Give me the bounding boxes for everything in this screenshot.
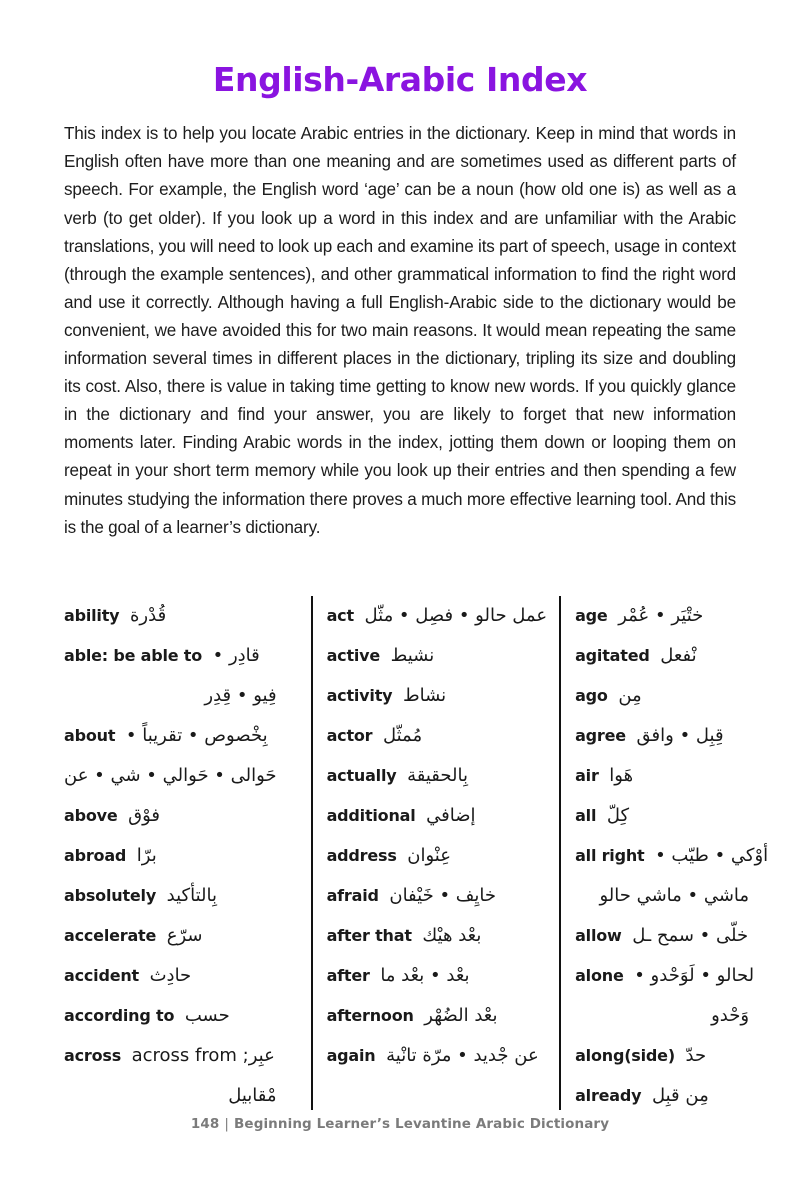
entry-english-term: able: be able to bbox=[64, 646, 203, 665]
entry-arabic-translation: نفعل bbox=[660, 645, 697, 666]
entry-arabic-translation: نشاط bbox=[402, 685, 447, 706]
index-entry-continuation bbox=[64, 676, 299, 716]
index-entry-continuation bbox=[64, 1076, 299, 1116]
index-entry bbox=[64, 956, 299, 996]
entry-english-term: absolutely bbox=[64, 886, 157, 905]
entry-english-term: air bbox=[575, 766, 599, 785]
index-entry bbox=[64, 836, 299, 876]
index-entry bbox=[64, 636, 299, 676]
entry-english-term: according to bbox=[64, 1006, 175, 1025]
index-entry bbox=[575, 596, 771, 636]
index-entry bbox=[327, 676, 548, 716]
entry-english-term: afraid bbox=[326, 886, 379, 905]
index-entry bbox=[64, 996, 299, 1036]
entry-arabic-translation: سرع bbox=[166, 925, 203, 946]
entry-english-term: alone bbox=[575, 966, 624, 985]
entry-arabic-translation: من قبل bbox=[651, 1085, 709, 1106]
entry-arabic-translation: فوق bbox=[128, 805, 160, 826]
entry-arabic-translation: خلى • سمح ـل bbox=[632, 925, 749, 946]
entry-english-term: abroad bbox=[64, 846, 127, 865]
entry-english-term: activity bbox=[326, 686, 393, 705]
index-entry bbox=[64, 596, 299, 636]
index-entry bbox=[327, 756, 548, 796]
entry-arabic-translation: قدرة bbox=[129, 605, 167, 626]
index-entry bbox=[575, 836, 771, 876]
entry-arabic-translation: حسب bbox=[184, 1005, 230, 1026]
entry-english-term: actually bbox=[326, 766, 397, 785]
index-entry bbox=[575, 636, 771, 676]
entry-english-term: active bbox=[326, 646, 381, 665]
entry-arabic-translation: بالتأكيد bbox=[166, 885, 218, 906]
entry-arabic-translation: بعد • بعد ما bbox=[380, 965, 470, 986]
entry-arabic-translation: حادث bbox=[149, 965, 192, 986]
index-entry-continuation bbox=[64, 756, 299, 796]
index-entry bbox=[575, 1036, 771, 1076]
entry-arabic-translation: قبل • وافق bbox=[636, 725, 724, 746]
entry-english-term: allow bbox=[575, 926, 622, 945]
index-entry bbox=[64, 1036, 299, 1076]
entry-arabic-translation: برا bbox=[136, 845, 157, 866]
index-entry bbox=[575, 716, 771, 756]
entry-english-term: act bbox=[326, 606, 354, 625]
entry-arabic-translation: ختير • عمر bbox=[618, 605, 704, 626]
entry-arabic-translation: ممثل bbox=[382, 725, 423, 746]
index-column-1 bbox=[64, 596, 311, 1110]
index-entry bbox=[575, 956, 771, 996]
entry-arabic-translation: مقابيل bbox=[228, 1085, 277, 1106]
entry-english-term: age bbox=[575, 606, 608, 625]
entry-arabic-translation: نشيط bbox=[390, 645, 435, 666]
entry-arabic-translation: خايف • خيفان bbox=[389, 885, 497, 906]
entry-arabic-translation: هوا bbox=[609, 765, 634, 786]
entry-arabic-translation: عمل حالو • فصل • مثل bbox=[364, 605, 548, 626]
index-entry-continuation bbox=[575, 876, 771, 916]
page-footer bbox=[0, 1116, 800, 1132]
index-entry bbox=[327, 836, 548, 876]
entry-english-term: address bbox=[326, 846, 397, 865]
entry-arabic-translation: لحالو • لوحدو • bbox=[634, 965, 755, 986]
index-entry bbox=[327, 596, 548, 636]
entry-english-term: accident bbox=[64, 966, 139, 985]
index-entry bbox=[575, 1076, 771, 1116]
index-entry bbox=[575, 676, 771, 716]
entry-english-term: ability bbox=[64, 606, 120, 625]
entry-arabic-translation: فيو • قدر bbox=[204, 685, 277, 706]
index-entry bbox=[327, 956, 548, 996]
entry-arabic-translation: بخصوص • تقريبا • bbox=[125, 725, 268, 746]
index-entry bbox=[327, 916, 548, 956]
entry-english-term: already bbox=[575, 1086, 642, 1105]
entry-arabic-translation: أوكي • طيب • bbox=[655, 845, 769, 866]
entry-arabic-translation: عن جديد • مرة تانية bbox=[386, 1045, 539, 1066]
entry-english-term: agree bbox=[575, 726, 626, 745]
footer-page-number: 148 bbox=[190, 1116, 220, 1132]
entry-arabic-translation: بالحقيقة bbox=[407, 765, 468, 786]
footer-book-title: Beginning Learner’s Levantine Arabic Dictionary bbox=[234, 1116, 610, 1132]
index-entry bbox=[64, 916, 299, 956]
entry-arabic-translation: وحدو bbox=[711, 1005, 750, 1026]
index-entry bbox=[575, 756, 771, 796]
entry-arabic-translation: قادر • bbox=[212, 645, 260, 666]
entry-english-term: actor bbox=[326, 726, 373, 745]
entry-arabic-translation: إضافي bbox=[426, 805, 476, 826]
entry-english-term: after that bbox=[326, 926, 412, 945]
entry-arabic-translation: بعد الضهر bbox=[424, 1005, 498, 1026]
entry-arabic-translation: عبر; across from bbox=[131, 1045, 275, 1066]
index-column-3 bbox=[559, 596, 783, 1110]
entry-english-term: about bbox=[64, 726, 116, 745]
entry-english-term: agitated bbox=[575, 646, 650, 665]
entry-arabic-translation: من bbox=[618, 685, 642, 706]
entry-english-term: accelerate bbox=[64, 926, 157, 945]
entry-arabic-translation: حد bbox=[685, 1045, 707, 1066]
entry-arabic-translation: عنوان bbox=[407, 845, 451, 866]
index-entry bbox=[327, 876, 548, 916]
entry-arabic-translation: حوالى • حوالي • شي • عن bbox=[64, 765, 277, 786]
index-entry bbox=[575, 796, 771, 836]
index-entry bbox=[327, 1036, 548, 1076]
index-entry bbox=[327, 716, 548, 756]
index-entry bbox=[64, 716, 299, 756]
intro-paragraph: This index is to help you locate Arabic entries in the dictionary. Keep in mind that words in English often have more than one meaning and are sometimes used as different parts of speech. For example, the English word ‘age’ can be a noun (how old one is) as well as a verb (to get older). If you look up a word in this index and are unfamiliar with the Arabic translations, you will need to look up each and examine its part of speech, usage in context (through the example sentences), and other grammatical information to find the right word and use it correctly. Although having a full English-Arabic side to the dictionary would be convenient, we have avoided this for two main reasons. It would mean repeating the same information several times in different places in the dictionary, tripling its size and doubling its cost. Also, there is value in taking time getting to know new words. If you quickly glance in the dictionary and find your answer, you are likely to forget that new information moments later. Finding Arabic words in the index, jotting them down or looping them on repeat in your short term memory while you look up their entries and then spending a few minutes studying the information there proves a much more effective learning tool. And this is the goal of a learner’s dictionary. bbox=[64, 124, 736, 537]
page-title: English-Arabic Index bbox=[212, 60, 588, 99]
entry-arabic-translation: ماشي • ماشي حالو bbox=[599, 885, 750, 906]
index-entry bbox=[64, 796, 299, 836]
entry-arabic-translation: بعد هيك bbox=[422, 925, 482, 946]
index-column-2 bbox=[311, 596, 560, 1110]
index-entry bbox=[327, 796, 548, 836]
footer-separator: | bbox=[224, 1116, 230, 1132]
index-entry bbox=[64, 876, 299, 916]
index-entry bbox=[327, 636, 548, 676]
entry-english-term: along(side) bbox=[575, 1046, 675, 1065]
entry-english-term: after bbox=[326, 966, 370, 985]
entry-english-term: across bbox=[64, 1046, 122, 1065]
entry-english-term: again bbox=[326, 1046, 376, 1065]
entry-english-term: additional bbox=[326, 806, 416, 825]
entry-english-term: all right bbox=[575, 846, 645, 865]
entry-english-term: above bbox=[64, 806, 118, 825]
entry-arabic-translation: كل bbox=[606, 805, 630, 826]
index-entry bbox=[575, 916, 771, 956]
index-columns bbox=[64, 596, 769, 1110]
index-entry-continuation bbox=[575, 996, 771, 1036]
entry-english-term: all bbox=[575, 806, 597, 825]
entry-english-term: ago bbox=[575, 686, 608, 705]
index-entry bbox=[327, 996, 548, 1036]
entry-english-term: afternoon bbox=[326, 1006, 414, 1025]
